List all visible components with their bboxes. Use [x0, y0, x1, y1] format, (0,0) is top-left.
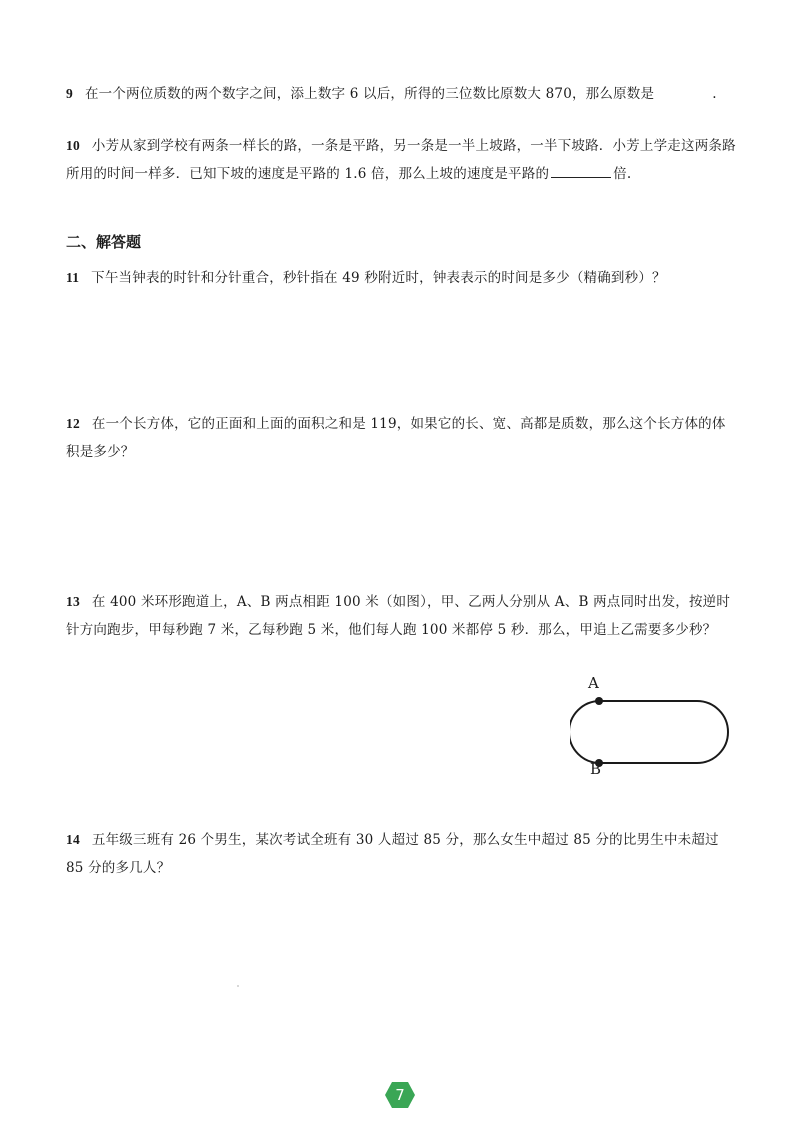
point-a-marker — [595, 697, 603, 705]
question-number: 14 — [66, 832, 80, 847]
point-a-label: A — [588, 674, 599, 692]
track-loop — [570, 701, 728, 763]
page-number-badge — [384, 1081, 416, 1109]
answer-blank[interactable] — [551, 163, 611, 178]
page-number: 7 — [395, 1086, 405, 1104]
question-text-end: . — [712, 86, 717, 102]
running-track-figure — [570, 668, 740, 778]
question-number: 9 — [66, 86, 73, 101]
question-10 — [66, 132, 738, 188]
question-13 — [66, 588, 738, 644]
question-number: 12 — [66, 416, 80, 431]
question-text: 五年级三班有 26 个男生，某次考试全班有 30 人超过 85 分，那么女生中超过 85 分的比男生中未超过 85 分的多几人？ — [66, 832, 719, 876]
section-title: 二、解答题 — [66, 233, 142, 251]
question-9 — [66, 80, 738, 108]
question-text: 在一个长方体，它的正面和上面的面积之和是 119，如果它的长、宽、高都是质数，那么这个长方体的体积是多少？ — [66, 416, 726, 460]
question-text: 在一个两位质数的两个数字之间，添上数字 6 以后，所得的三位数比原数大 870，那么原数是 — [84, 86, 655, 102]
question-text: 下午当钟表的时针和分针重合，秒针指在 49 秒附近时，钟表表示的时间是多少（精确到秒）？ — [91, 270, 666, 286]
answer-blank[interactable] — [656, 83, 710, 98]
question-number: 10 — [66, 138, 80, 153]
question-11 — [66, 264, 738, 292]
question-12 — [66, 410, 738, 466]
question-14 — [66, 826, 738, 882]
scan-speck — [237, 985, 239, 987]
point-b-label: B — [590, 760, 602, 778]
question-number: 13 — [66, 594, 80, 609]
question-text: 在 400 米环形跑道上，A、B 两点相距 100 米（如图），甲、乙两人分别从 A、B 两点同时出发，按逆时针方向跑步，甲每秒跑 7 米，乙每秒跑 5 米，他们每人跑 100 米都停 5 秒．那么，甲追上乙需要多少秒？ — [66, 594, 731, 638]
question-number: 11 — [66, 270, 80, 285]
question-text: 小芳从家到学校有两条一样长的路，一条是平路，另一条是一半上坡路，一半下坡路．小芳上学走这两条路所用的时间一样多．已知下坡的速度是平路的 1.6 倍，那么上坡的速度是平路的 — [66, 138, 736, 182]
question-text-end: 倍. — [613, 166, 632, 182]
